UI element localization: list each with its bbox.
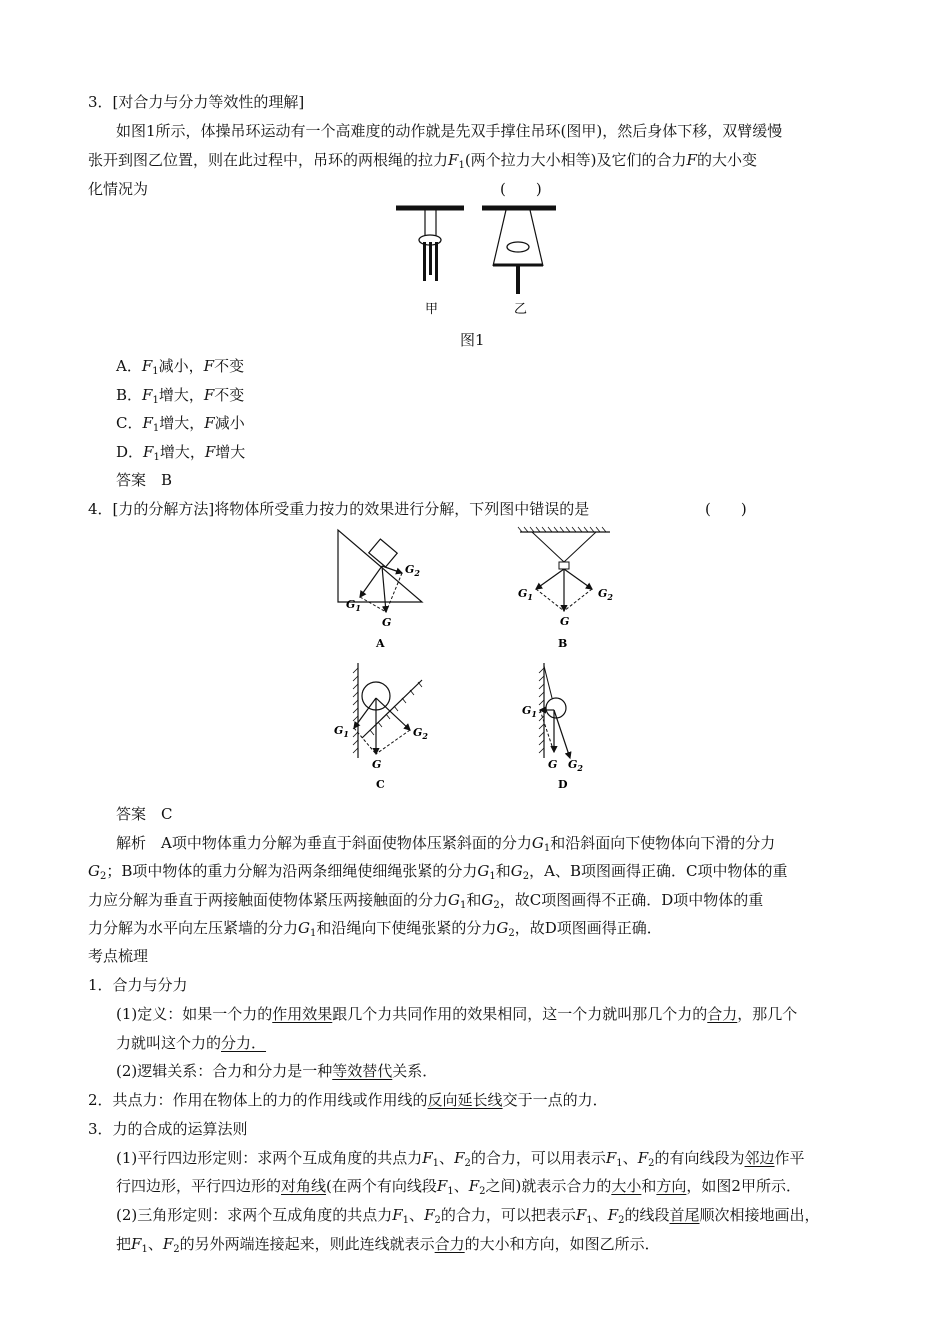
q3-option-a: A．$F_1$减小，F不变 — [116, 357, 245, 377]
q3-heading: 3．[对合力与分力等效性的理解] — [88, 93, 305, 111]
q4-answer: 答案 C — [116, 805, 173, 823]
figure-4d-ball-wall — [510, 658, 620, 793]
q4-explanation-line2: $G_2$；B项中物体的重力分解为沿两条细绳使细绳张紧的分力$G_1$和$G_2$，A、B项图画得正确．C项中物体的重 — [88, 862, 788, 882]
review-3-parallelogram-cont: 行四边形，平行四边形的对角线(在两个有向线段$F_1$、$F_2$之间)就表示合力的大小和方向，如图2甲所示． — [116, 1177, 801, 1197]
svg-text:G1: $G_1$ — [346, 598, 361, 613]
q3-answer-paren: ( ) — [500, 180, 542, 198]
svg-text:G1: $G_1$ — [518, 587, 533, 602]
svg-text:G2: $G_2$ — [568, 758, 583, 773]
figure-4b-hanging — [510, 527, 620, 652]
q4-explanation-line1: 解析 A项中物体重力分解为垂直于斜面使物体压紧斜面的分力$G_1$和沿斜面向下使物体向下滑的分力 — [116, 834, 776, 854]
q3-text-line1: 如图1所示，体操吊环运动有一个高难度的动作就是先双手撑住吊环(图甲)，然后身体下移，双臂缓慢 — [116, 122, 783, 140]
fig4-label-a: A — [376, 637, 385, 650]
svg-text:G: G — [560, 615, 570, 628]
review-section-1: 1．合力与分力 — [88, 976, 188, 994]
review-1-logic: (2)逻辑关系：合力和分力是一种等效替代关系． — [116, 1062, 438, 1080]
figure-4c-ball — [330, 658, 440, 793]
review-3-triangle-cont: 把$F_1$、$F_2$的另外两端连接起来，则此连线就表示合力的大小和方向，如图乙所示． — [116, 1235, 660, 1255]
svg-text:G2: $G_2$ — [413, 726, 428, 741]
review-title: 考点梳理 — [88, 947, 149, 965]
q4-answer-paren: ( ) — [705, 500, 747, 518]
figure-4a-incline — [330, 522, 440, 652]
figure-1-rings — [390, 198, 560, 323]
q4-explanation-line4: 力分解为水平向左压紧墙的分力$G_1$和沿绳向下使绳张紧的分力$G_2$，故D项图画得正确． — [88, 919, 662, 939]
q3-text-line2: 张开到图乙位置，则在此过程中，吊环的两根绳的拉力$F_1$(两个拉力大小相等)及它们的合力F的大小变 — [88, 151, 757, 171]
svg-text:G2: $G_2$ — [405, 563, 420, 578]
svg-text:G: G — [548, 758, 558, 771]
fig1-label-jia: 甲 — [425, 302, 439, 317]
fig4-label-d: D — [558, 778, 568, 791]
q3-answer: 答案 B — [116, 471, 173, 489]
review-3-triangle: (2)三角形定则：求两个互成角度的共点力$F_1$、$F_2$的合力，可以把表示$F_1$、$F_2$的线段首尾顺次相接地画出， — [116, 1206, 820, 1226]
ring-yi — [507, 242, 529, 252]
q3-option-b: B．$F_1$增大，F不变 — [116, 386, 245, 406]
svg-text:G1: $G_1$ — [522, 704, 537, 719]
svg-text:G2: $G_2$ — [598, 587, 613, 602]
review-1-definition: (1)定义：如果一个力的作用效果跟几个力共同作用的效果相同，这一个力就叫那几个力的合力，那几个 — [116, 1005, 798, 1023]
fig1-caption: 图1 — [460, 331, 485, 349]
q3-option-d: D．$F_1$增大，F增大 — [116, 443, 246, 463]
review-3-parallelogram: (1)平行四边形定则：求两个互成角度的共点力$F_1$、$F_2$的合力，可以用表示$F_1$、$F_2$的有向线段为邻边作平 — [116, 1149, 805, 1169]
svg-text:G1: $G_1$ — [334, 724, 349, 739]
svg-text:G: G — [382, 616, 392, 629]
q4-heading: 4．[力的分解方法]将物体所受重力按力的效果进行分解，下列图中错误的是 — [88, 500, 590, 518]
q4-explanation-line3: 力应分解为垂直于两接触面使物体紧压两接触面的分力$G_1$和$G_2$，故C项图画得不正确．D项中物体的重 — [88, 891, 764, 911]
fig4-label-c: C — [376, 778, 385, 791]
arm-jia — [423, 242, 426, 281]
q3-text-line3: 化情况为 — [88, 180, 149, 198]
review-section-2: 2．共点力：作用在物体上的力的作用线或作用线的反向延长线交于一点的力． — [88, 1091, 608, 1109]
review-1-definition-cont: 力就叫这个力的分力． — [116, 1034, 267, 1052]
fig1-label-yi: 乙 — [514, 302, 528, 317]
review-section-3: 3．力的合成的运算法则 — [88, 1120, 248, 1138]
svg-text:G: G — [372, 758, 382, 771]
fig4-label-b: B — [558, 637, 568, 650]
q3-option-c: C．$F_1$增大，F减小 — [116, 414, 245, 434]
